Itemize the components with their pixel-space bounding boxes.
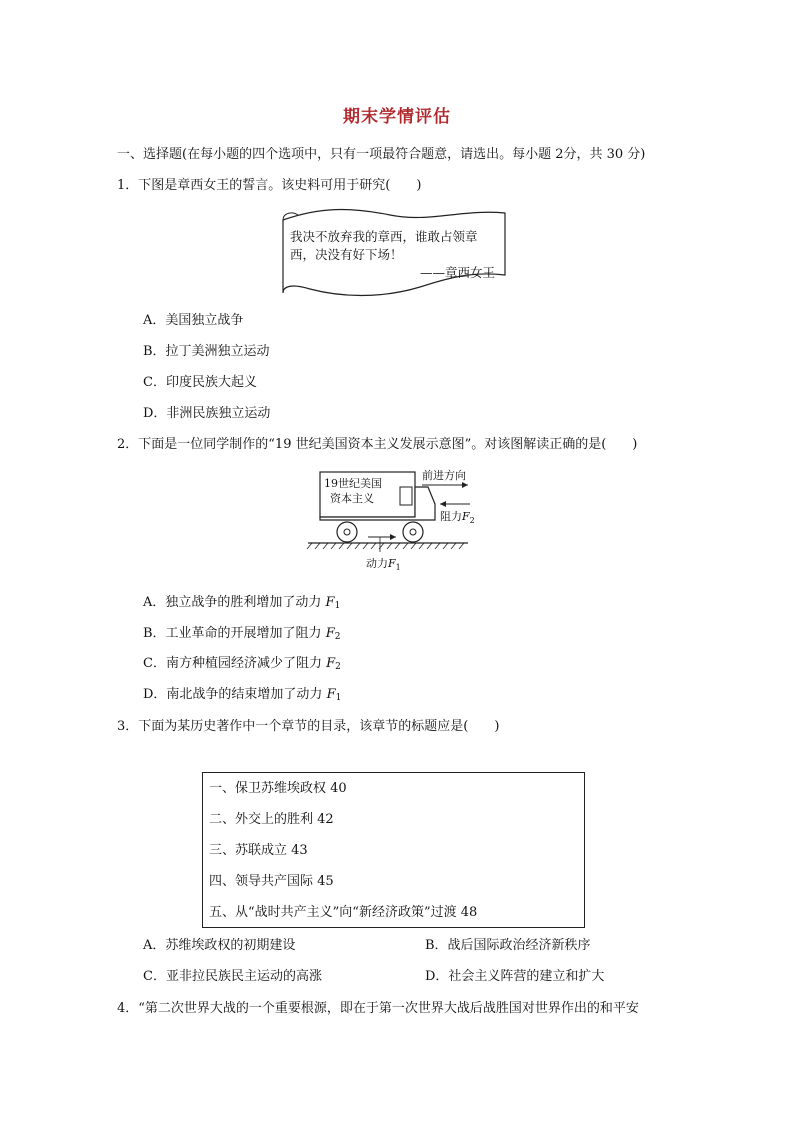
q1-option-d: D．非洲民族独立运动 bbox=[143, 406, 271, 421]
table-of-contents-box bbox=[202, 772, 585, 928]
q3-option-c: C．亚非拉民族民主运动的高涨 bbox=[143, 969, 322, 984]
q2-option-c: C．南方种植园经济减少了阻力 $F_2$ bbox=[143, 656, 341, 672]
driving-force-label: 动力$F_1$ bbox=[366, 557, 401, 572]
ground-hatching bbox=[307, 543, 464, 549]
q1-option-a: A．美国独立战争 bbox=[143, 313, 244, 328]
q2-option-a: A．独立战争的胜利增加了动力 $F_1$ bbox=[143, 595, 341, 611]
q2-option-d: D．南北战争的结束增加了动力 $F_1$ bbox=[143, 687, 342, 703]
question-3-stem: 3．下面为某历史著作中一个章节的目录，该章节的标题应是( ) bbox=[117, 719, 500, 734]
question-4-stem: 4．“第二次世界大战的一个重要根源，即在于第一次世界大战后战胜国对世界作出的和平安 bbox=[117, 1001, 639, 1016]
question-1-stem: 1．下图是章西女王的誓言。该史料可用于研究( ) bbox=[117, 178, 422, 193]
truck-text-line2: 资本主义 bbox=[330, 492, 374, 505]
truck-wheel-front bbox=[403, 522, 423, 542]
truck-window bbox=[400, 487, 412, 505]
scroll-text-line2: 西，决没有好下场！ bbox=[290, 247, 403, 262]
truck-diagram bbox=[300, 462, 490, 582]
scroll-text-line1: 我决不放弃我的章西，谁敢占领章 bbox=[290, 229, 478, 244]
q3-option-a: A．苏维埃政权的初期建设 bbox=[143, 938, 296, 953]
toc-item: 四、领导共产国际 45 bbox=[209, 874, 334, 889]
truck-wheel-rear bbox=[337, 522, 357, 542]
toc-item: 二、外交上的胜利 42 bbox=[209, 812, 334, 827]
toc-item: 一、保卫苏维埃政权 40 bbox=[209, 781, 347, 796]
resistance-label: 阻力$F_2$ bbox=[440, 510, 475, 525]
toc-item: 五、从“战时共产主义”向“新经济政策”过渡 48 bbox=[209, 905, 478, 920]
q3-option-d: D．社会主义阵营的建立和扩大 bbox=[425, 969, 605, 984]
toc-item: 三、苏联成立 43 bbox=[209, 843, 308, 858]
truck-text-line1: 19世纪美国 bbox=[324, 477, 382, 490]
q3-option-b: B．战后国际政治经济新秩序 bbox=[425, 938, 591, 953]
section-heading: 一、选择题(在每小题的四个选项中，只有一项最符合题意，请选出。每小题 2分，共 30 分) bbox=[117, 147, 646, 162]
scroll-signature: ——章西女王 bbox=[420, 265, 496, 280]
page-title: 期末学情评估 bbox=[343, 107, 451, 127]
question-2-stem: 2．下面是一位同学制作的“19 世纪美国资本主义发展示意图”。对该图解读正确的是( ) bbox=[117, 437, 638, 452]
q1-option-c: C．印度民族大起义 bbox=[143, 375, 257, 390]
q1-option-b: B．拉丁美洲独立运动 bbox=[143, 344, 270, 359]
q2-option-b: B．工业革命的开展增加了阻力 $F_2$ bbox=[143, 626, 341, 642]
forward-direction-label: 前进方向 bbox=[422, 469, 466, 482]
scroll-figure bbox=[280, 205, 510, 300]
